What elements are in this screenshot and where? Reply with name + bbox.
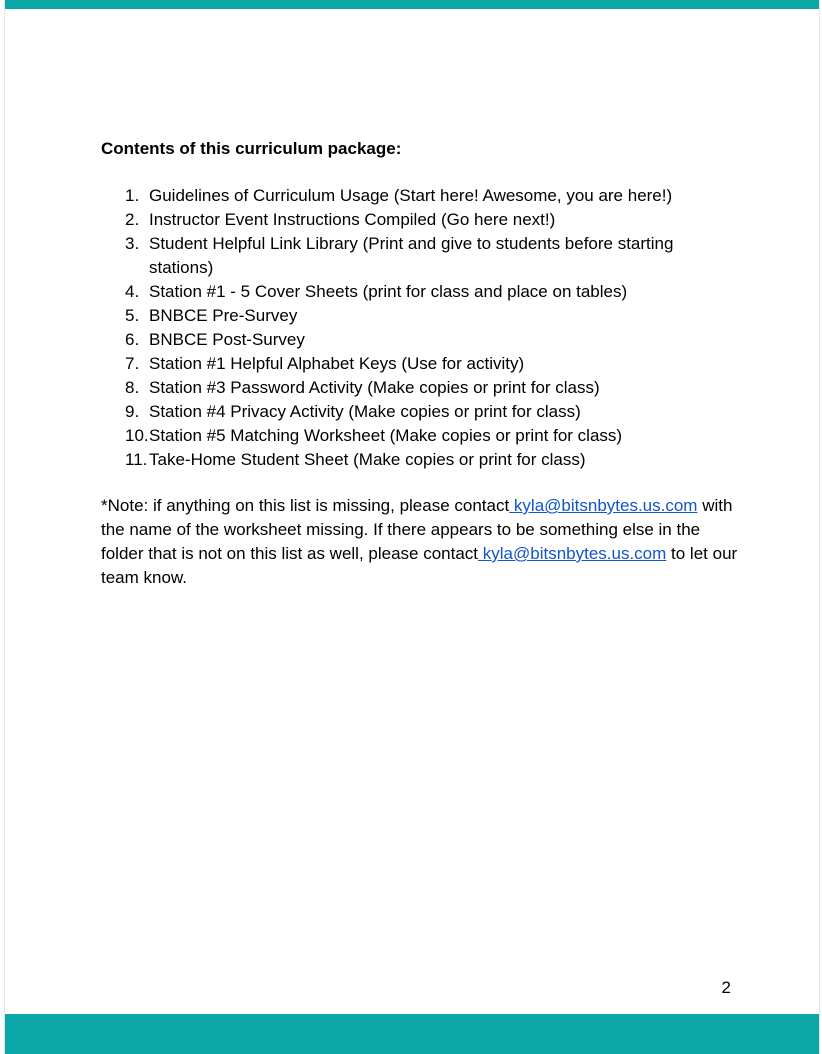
list-item-text: Student Helpful Link Library (Print and give to students before starting stations): [149, 234, 674, 277]
list-item-number: 8.: [125, 378, 140, 397]
list-item: [101, 400, 741, 424]
bottom-accent-band: [5, 1014, 819, 1054]
list-item-text: Take-Home Student Sheet (Make copies or print for class): [149, 450, 586, 469]
list-item: [101, 448, 741, 472]
list-item-text: BNBCE Post-Survey: [149, 330, 305, 349]
list-item-text: Station #1 - 5 Cover Sheets (print for class and place on tables): [149, 282, 628, 301]
list-item: [101, 424, 741, 448]
list-item: [101, 232, 741, 280]
missing-items-note: [101, 494, 743, 590]
list-item: [101, 376, 741, 400]
page-number: 2: [721, 978, 731, 997]
list-item-number: 7.: [125, 354, 140, 373]
note-text: with the name of the worksheet missing. If there appears to be something else in the folder that is not on this list as well, please contact: [101, 496, 733, 563]
list-item: [101, 280, 741, 304]
list-item-text: Station #3 Password Activity (Make copies or print for class): [149, 378, 600, 397]
list-item-text: Station #1 Helpful Alphabet Keys (Use for activity): [149, 354, 525, 373]
list-item-text: Station #4 Privacy Activity (Make copies or print for class): [149, 402, 581, 421]
note-text: *Note: if anything on this list is missing, please contact: [101, 496, 510, 515]
list-item-number: 10.: [125, 426, 149, 445]
top-accent-band: [5, 0, 819, 9]
contact-email-link[interactable]: kyla@bitsnbytes.us.com: [478, 544, 667, 563]
list-item: [101, 352, 741, 376]
list-item-text: Guidelines of Curriculum Usage (Start here! Awesome, you are here!): [149, 186, 673, 205]
list-item-number: 4.: [125, 282, 140, 301]
list-item-number: 6.: [125, 330, 140, 349]
list-item-text: Instructor Event Instructions Compiled (Go here next!): [149, 210, 556, 229]
list-item: [101, 328, 741, 352]
contents-list: [101, 184, 741, 472]
list-item-text: Station #5 Matching Worksheet (Make copies or print for class): [149, 426, 623, 445]
list-item: [101, 304, 741, 328]
list-item-number: 11.: [125, 450, 148, 469]
note-text: to let our team know.: [101, 544, 738, 587]
contents-heading: Contents of this curriculum package:: [101, 139, 402, 158]
list-item-number: 1.: [125, 186, 140, 205]
list-item-text: BNBCE Pre-Survey: [149, 306, 298, 325]
list-item-number: 5.: [125, 306, 140, 325]
list-item: [101, 184, 741, 208]
list-item: [101, 208, 741, 232]
list-item-number: 2.: [125, 210, 140, 229]
document-page: [4, 0, 820, 1054]
contact-email-link[interactable]: kyla@bitsnbytes.us.com: [509, 496, 698, 515]
list-item-number: 3.: [125, 234, 140, 253]
list-item-number: 9.: [125, 402, 140, 421]
